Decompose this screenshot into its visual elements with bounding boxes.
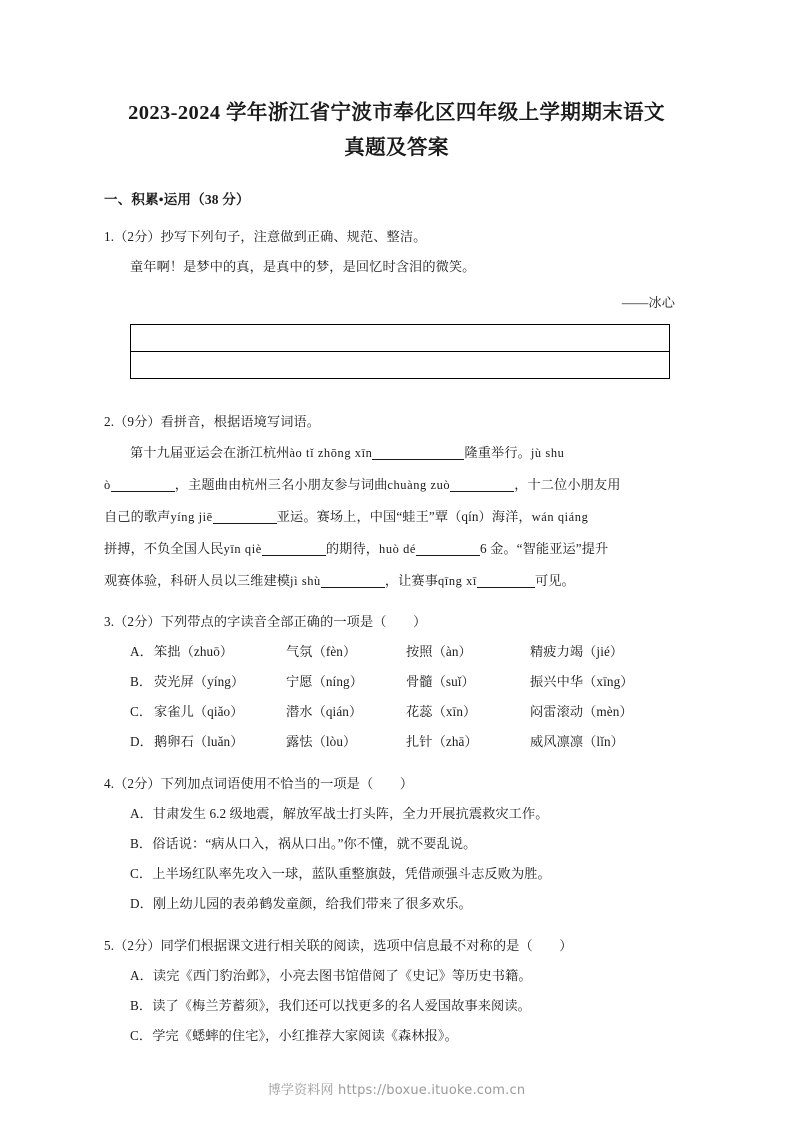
fill-blank[interactable] [262,555,326,556]
question-4-option-d[interactable] [104,889,689,919]
question-3-option-c[interactable] [104,697,689,727]
option-tag: C． [130,704,153,719]
page-title [104,96,689,166]
option-text: 刚上幼儿园的表弟鹤发童颜，给我们带来了很多欢乐。 [152,896,472,911]
fill-blank[interactable] [450,491,514,492]
fill-blank[interactable] [416,555,480,556]
option-text: 学完《蟋蟀的住宅》，小红推荐大家阅读《森林报》。 [152,1028,458,1043]
option-tag: D． [130,896,153,911]
option-tag: A． [130,644,153,659]
question-3-option-d[interactable] [104,727,689,757]
text-segment: 6 金。“智能亚运”提升 [480,541,609,556]
option-cell: 鹅卵石（luǎn） [154,734,244,749]
footer-watermark [0,1079,793,1098]
footer-url[interactable]: https://boxue.ituoke.com.cn [338,1083,526,1098]
question-4-stem: 4.（2分）下列加点词语使用不恰当的一项是（ ） [104,776,414,791]
handwriting-answer-box[interactable] [130,324,670,379]
question-2-line-1 [104,437,689,469]
option-cell: 露怯（lòu） [286,734,357,749]
pinyin-segment: wán qiáng [531,510,589,524]
question-2-line-3 [104,501,689,533]
text-segment: ，十二位小朋友用 [514,477,621,492]
option-cell: 潜水（qián） [286,704,363,719]
text-segment: 观赛体验，科研人员以三维建模 [104,573,291,588]
pinyin-segment: chuàng zuò [387,478,451,492]
option-cell: 家雀儿（qiǎo） [154,704,244,719]
fill-blank[interactable] [213,523,277,524]
option-text: 上半场红队率先攻入一球，蓝队重整旗鼓，凭借顽强斗志反败为胜。 [152,866,551,881]
option-tag: A． [130,968,153,983]
question-5-option-b[interactable] [104,991,689,1021]
question-3-option-a[interactable] [104,637,689,667]
option-tag: B． [130,998,153,1013]
question-2-stem: 2.（9分）看拼音，根据语境写词语。 [104,414,321,429]
option-cell: 威风凛凛（lǐn） [530,734,624,749]
pinyin-segment: jì shù [290,574,321,588]
option-cell: 振兴中华（xīng） [530,674,634,689]
option-tag: C． [130,1028,153,1043]
text-segment: 自己的歌声 [104,509,171,524]
question-2 [104,407,689,597]
question-5-option-a[interactable] [104,961,689,991]
option-text: 读了《梅兰芳蓄须》，我们还可以找更多的名人爱国故事来阅读。 [152,998,531,1013]
pinyin-segment: jù shu [530,446,565,460]
pinyin-segment: ò [104,478,111,492]
question-2-line-2 [104,469,689,501]
handwriting-row[interactable] [131,325,669,351]
option-text: 俗话说：“病从口入，祸从口出。”你不懂，就不要乱说。 [152,836,477,851]
question-4 [104,769,689,919]
question-4-option-a[interactable] [104,799,689,829]
footer-site-name: 博学资料网 [267,1083,334,1098]
text-segment: 的期待， [325,541,380,556]
section-heading: 一、积累•运用（38 分） [104,192,250,207]
question-3 [104,607,689,757]
pinyin-segment: qīng xī [437,574,477,588]
title-line-2: 真题及答案 [344,137,449,159]
handwriting-row[interactable] [131,351,669,378]
pinyin-segment: yīn qiè [223,542,262,556]
option-tag: A． [130,806,153,821]
fill-blank[interactable] [372,459,464,460]
question-4-option-b[interactable] [104,829,689,859]
text-segment: 拼搏，不负全国人民 [104,541,224,556]
pinyin-segment: ào tǐ zhōng xīn [289,446,373,460]
option-tag: B． [130,836,153,851]
option-cell: 气氛（fèn） [286,644,357,659]
option-cell: 笨拙（zhuō） [154,644,234,659]
question-2-line-4 [104,533,689,565]
question-5-option-c[interactable] [104,1021,689,1051]
fill-blank[interactable] [321,587,385,588]
option-tag: B． [130,674,153,689]
text-segment: ，主题曲由杭州三名小朋友参与词曲 [174,477,388,492]
text-segment: 隆重举行。 [464,445,531,460]
fill-blank[interactable] [477,587,535,588]
text-segment: 可见。 [534,573,575,588]
question-5 [104,931,689,1051]
question-1-stem: 1.（2分）抄写下列句子，注意做到正确、规范、整洁。 [104,229,427,244]
option-cell: 花蕊（xīn） [406,704,477,719]
question-1-attribution: ——冰心 [621,295,675,310]
option-cell: 宁愿（níng） [286,674,363,689]
option-tag: D． [130,734,153,749]
title-line-1: 2023-2024 学年浙江省宁波市奉化区四年级上学期期末语文 [128,102,665,124]
option-cell: 按照（àn） [406,644,472,659]
question-3-option-b[interactable] [104,667,689,697]
text-segment: 第十九届亚运会在浙江杭州 [130,445,290,460]
option-cell: 闷雷滚动（mèn） [530,704,633,719]
option-text: 读完《西门豹治邺》，小亮去图书馆借阅了《史记》等历史书籍。 [152,968,532,983]
question-4-option-c[interactable] [104,859,689,889]
option-cell: 荧光屏（yíng） [154,674,245,689]
option-text: 甘肃发生 6.2 级地震，解放军战士打头阵，全力开展抗震救灾工作。 [152,806,549,821]
pinyin-segment: yíng jiē [170,510,213,524]
text-segment: 亚运。赛场上，中国“蛙王”覃（qín）海洋， [276,509,532,524]
option-tag: C． [130,866,153,881]
option-cell: 骨髓（suǐ） [406,674,475,689]
option-cell: 扎针（zhā） [406,734,478,749]
question-1 [104,222,689,379]
question-1-sentence: 童年啊！是梦中的真，是真中的梦，是回忆时含泪的微笑。 [130,259,476,274]
question-2-line-5 [104,565,689,597]
question-5-stem: 5.（2分）同学们根据课文进行相关联的阅读，选项中信息最不对称的是（ ） [104,938,573,953]
question-3-stem: 3.（2分）下列带点的字读音全部正确的一项是（ ） [104,614,427,629]
text-segment: ，让赛事 [384,573,438,588]
option-cell: 精疲力竭（jié） [530,644,624,659]
pinyin-segment: huò dé [379,542,417,556]
fill-blank[interactable] [111,491,175,492]
